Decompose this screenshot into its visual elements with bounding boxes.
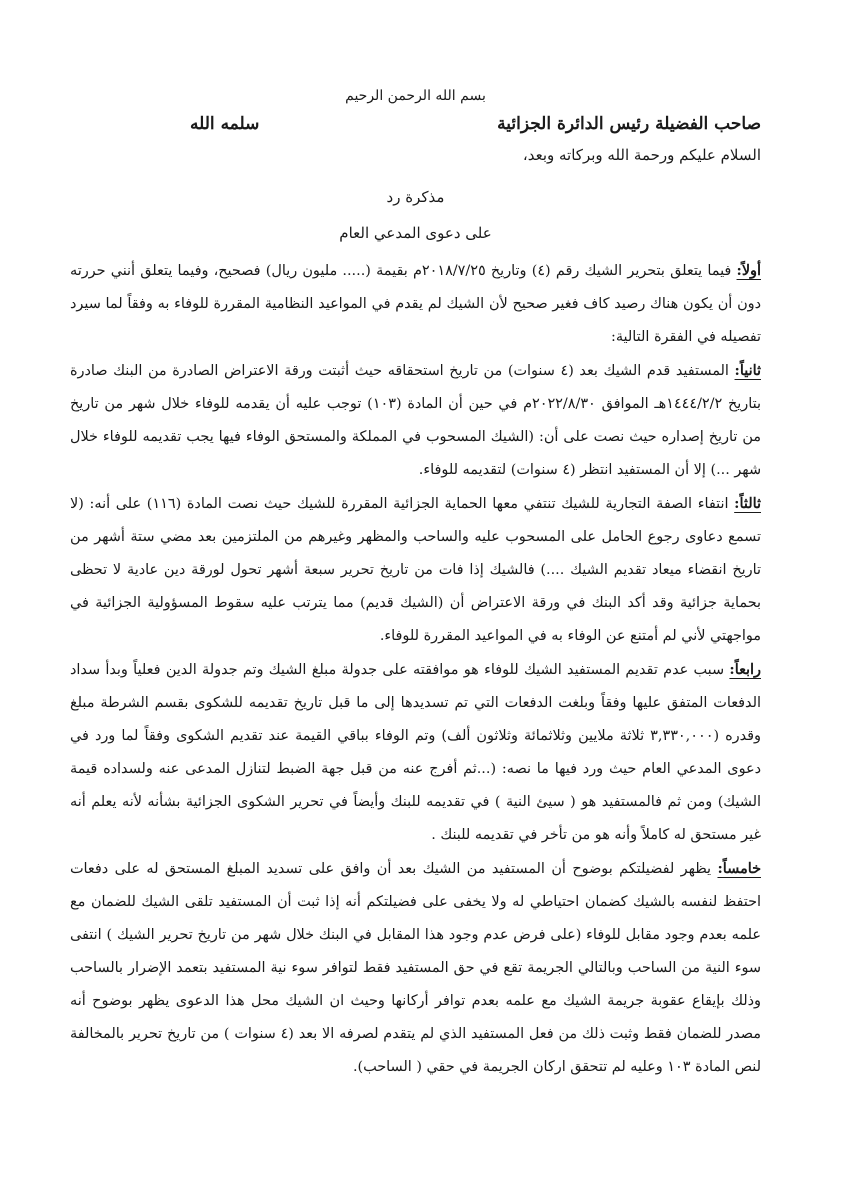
paragraph-lead: خامساً:	[717, 860, 761, 877]
paragraph-second	[70, 354, 761, 487]
addressee-honorific: سلمه الله	[190, 114, 260, 134]
paragraph-lead: ثانياً:	[734, 362, 761, 379]
paragraph-fourth	[70, 653, 761, 852]
paragraph-text: المستفيد قدم الشيك بعد (٤ سنوات) من تاريخ استحقاقه حيث أثبتت ورقة الاعتراض الصادرة من البنك صادرة بتاريخ ١٤٤٤/٢/٢هـ الموافق ٢٠٢٢/٨/٣٠م في حين أن المادة (١٠٣) توجب عليه أن يقدمه للوفاء خلال شهر من تاريخ من تاريخ إصداره حيث نصت على أن: (الشيك المسحوب في المملكة والمستحق الوفاء فيها يجب تقديمه للوفاء خلال شهر ...) إلا أن المستفيد انتظر (٤ سنوات) لتقديمه للوفاء.	[70, 363, 761, 478]
memo-subtitle: على دعوى المدعي العام	[339, 224, 492, 242]
paragraph-text: يظهر لفضيلتكم بوضوح أن المستفيد من الشيك بعد أن وافق على تسديد المبلغ المستحق له على دفعات احتفظ لنفسه بالشيك كضمان احتياطي له ولا يخفى على فضيلتكم أنه إذا ثبت أن المستفيد تلقى الشيك للضمان مع علمه بعدم وجود مقابل للوفاء (على فرض عدم وجود هذا المقابل في البنك خلال شهر من تاريخ تحرير الشيك ) انتفى سوء النية من الساحب وبالتالي الجريمة تقع في حق المستفيد فقط لتوافر سوء نية المستفيد بتعمد الإضرار بالساحب وذلك بإيقاع عقوبة جريمة الشيك مع علمه بعدم توافر أركانها وحيث ان الشيك محل هذا الدعوى يظهر بوضوح أنه مصدر للضمان فقط وثبت ذلك من فعل المستفيد الذي لم يتقدم لصرفه الا بعد (٤ سنوات ) من تاريخ تحرير بالمخالفة لنص المادة ١٠٣ وعليه لم تتحقق اركان الجريمة في حقي ( الساحب).	[70, 861, 761, 1075]
basmala: بسم الله الرحمن الرحيم	[345, 88, 486, 104]
paragraph-lead: رابعاً:	[729, 661, 761, 678]
paragraph-text: انتفاء الصفة التجارية للشيك تنتفي معها الحماية الجزائية المقررة للشيك حيث نصت المادة (١١٦) على أنه: (لا تسمع دعاوى رجوع الحامل على المسحوب عليه والساحب والمظهر وغيرهم من الملتزمين بعد مضي ستة أشهر من تاريخ انقضاء ميعاد تقديم الشيك ....) فالشيك إذا فات من تاريخ تحرير سبعة أشهر تحول لورقة دين عادية لا تحظى بحماية جزائية وقد أكد البنك في ورقة الاعتراض أن (الشيك قديم) مما يترتب عليه سقوط المسؤولية الجزائية في مواجهتي لأني لم أمتنع عن الوفاء به في المواعيد المقررة للوفاء.	[70, 496, 761, 644]
paragraph-text: سبب عدم تقديم المستفيد الشيك للوفاء هو موافقته على جدولة مبلغ الشيك وتم جدولة الدين فعلياً وبدأ سداد الدفعات المتفق عليها وفقاً وبلغت الدفعات التي تم تسديدها إلى ما قبل تاريخ تقديمه للشكوى بقسم الشرطة مبلغ وقدره (٣,٣٣٠,٠٠٠ ثلاثة ملايين وثلاثمائة وثلاثون ألف) وتم الوفاء بباقي القيمة عند تقديم الشكوى وفقاً لما ورد في دعوى المدعي العام حيث ورد فيها ما نصه: (...ثم أفرج عنه من قبل جهة الضبط لتنازل المدعى عنه ولسداده قيمة الشيك) ومن ثم فالمستفيد هو ( سيئ النية ) في تقديمه للبنك وأيضاً في تحرير الشكوى الجزائية بشأنه لأنه يعلم أنه غير مستحق له كاملاً وأنه هو من تأخر في تقديمه للبنك .	[70, 662, 762, 843]
document-page	[70, 88, 761, 1084]
addressee-title: صاحب الفضيلة رئيس الدائرة الجزائية	[497, 114, 761, 134]
memo-title: مذكرة رد	[386, 188, 445, 206]
paragraph-fifth	[70, 852, 761, 1084]
paragraph-text: فيما يتعلق بتحرير الشيك رقم (٤) وتاريخ ٢٠١٨/٧/٢٥م بقيمة (..... مليون ريال) فصحيح، وفيما يتعلق أنني حررته دون أن يكون هناك رصيد كاف فغير صحيح لأن الشيك لم يقدم في المواعيد النظامية المقررة للوفاء به وفقاً لما سيرد تفصيله في الفقرة التالية:	[70, 263, 761, 345]
paragraph-third	[70, 487, 761, 653]
greeting: السلام عليكم ورحمة الله وبركاته وبعد،	[522, 146, 761, 164]
paragraph-lead: ثالثاً:	[734, 495, 761, 512]
addressee-line	[70, 114, 761, 134]
paragraph-lead: أولاً:	[736, 262, 761, 279]
paragraph-first	[70, 254, 761, 354]
